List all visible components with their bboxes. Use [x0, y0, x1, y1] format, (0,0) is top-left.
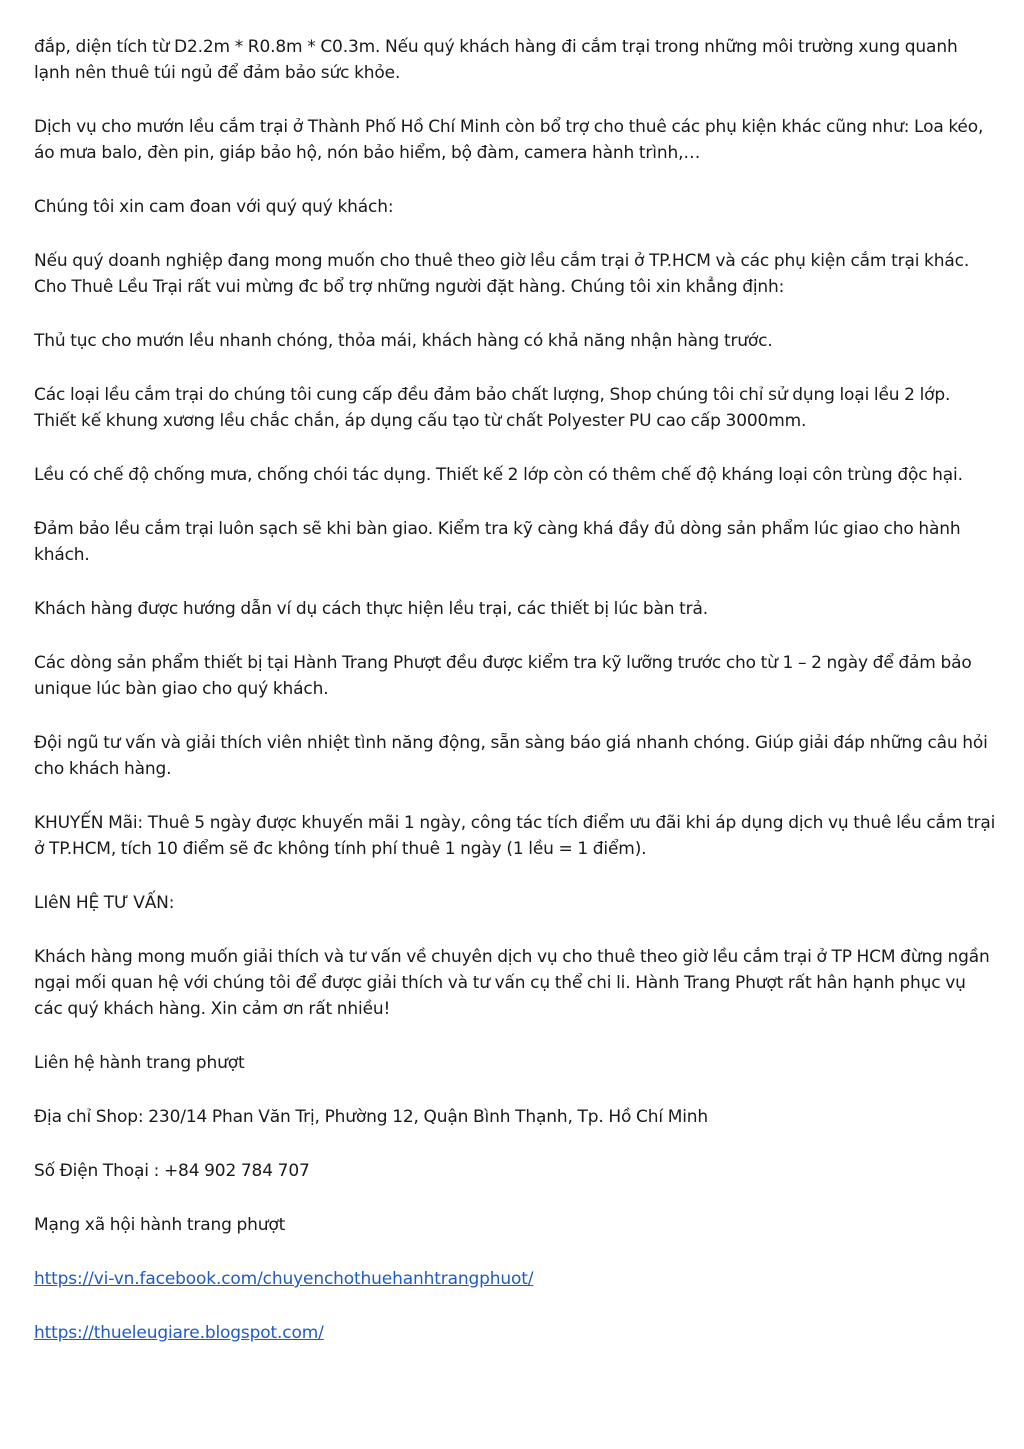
paragraph-procedure: Thủ tục cho mướn lều nhanh chóng, thỏa mái, khách hàng có khả năng nhận hàng trước.: [34, 331, 773, 351]
facebook-link[interactable]: https://vi-vn.facebook.com/chuyenchothuehanhtrangphuot/: [34, 1269, 534, 1289]
document-page: [34, 34, 996, 1374]
paragraph-accessories: Dịch vụ cho mướn lều cắm trại ở Thành Phố Hồ Chí Minh còn bổ trợ cho thuê các phụ kiện khác cũng như: Loa kéo, áo mưa balo, đèn pin, giáp bảo hộ, nón bảo hiểm, bộ đàm, camera hành trình,…: [34, 117, 984, 163]
paragraph-business-rental: Nếu quý doanh nghiệp đang mong muốn cho thuê theo giờ lều cắm trại ở TP.HCM và các phụ kiện cắm trại khác. Cho Thuê Lều Trại rất vui mừng đc bổ trợ những người đặt hàng. Chúng tôi xin khẳng định:: [34, 251, 970, 297]
paragraph-contact-invite: Khách hàng mong muốn giải thích và tư vấn về chuyên dịch vụ cho thuê theo giờ lều cắm trại ở TP HCM đừng ngần ngại mối quan hệ với chúng tôi để được giải thích và tư vấn cụ thể chi li. Hành Trang Phượt rất hân hạnh phục vụ các quý khách hàng. Xin cảm ơn rất nhiều!: [34, 947, 990, 1019]
paragraph-commitment-intro: Chúng tôi xin cam đoan với quý quý khách:: [34, 197, 394, 217]
paragraph-inspection: Các dòng sản phẩm thiết bị tại Hành Trang Phượt đều được kiểm tra kỹ lưỡng trước cho từ 1 – 2 ngày để đảm bảo unique lúc bàn giao cho quý khách.: [34, 653, 972, 699]
paragraph-tent-features: Lều có chế độ chống mưa, chống chói tác dụng. Thiết kế 2 lớp còn có thêm chế độ kháng loại côn trùng độc hại.: [34, 465, 963, 485]
paragraph-sleeping-bag: đắp, diện tích từ D2.2m * R0.8m * C0.3m. Nếu quý khách hàng đi cắm trại trong những môi trường xung quanh lạnh nên thuê túi ngủ để đảm bảo sức khỏe.: [34, 37, 958, 83]
paragraph-contact-heading: LIêN HỆ TƯ VẤN:: [34, 893, 175, 913]
paragraph-cleanliness: Đảm bảo lều cắm trại luôn sạch sẽ khi bàn giao. Kiểm tra kỹ càng khá đầy đủ dòng sản phẩm lúc giao cho hành khách.: [34, 519, 961, 565]
paragraph-phone: Số Điện Thoại : +84 902 784 707: [34, 1161, 310, 1181]
paragraph-instructions: Khách hàng được hướng dẫn ví dụ cách thực hiện lều trại, các thiết bị lúc bàn trả.: [34, 599, 708, 619]
paragraph-tent-quality: Các loại lều cắm trại do chúng tôi cung cấp đều đảm bảo chất lượng, Shop chúng tôi chỉ sử dụng loại lều 2 lớp. Thiết kế khung xương lều chắc chắn, áp dụng cấu tạo từ chất Polyester PU cao cấp 3000mm.: [34, 385, 951, 431]
paragraph-contact-label: Liên hệ hành trang phượt: [34, 1053, 245, 1073]
paragraph-consulting-team: Đội ngũ tư vấn và giải thích viên nhiệt tình năng động, sẵn sàng báo giá nhanh chóng. Giúp giải đáp những câu hỏi cho khách hàng.: [34, 733, 988, 779]
blogspot-link[interactable]: https://thueleugiare.blogspot.com/: [34, 1323, 324, 1343]
paragraph-promotion: KHUYẾN Mãi: Thuê 5 ngày được khuyến mãi 1 ngày, công tác tích điểm ưu đãi khi áp dụng dịch vụ thuê lều cắm trại ở TP.HCM, tích 10 điểm sẽ đc không tính phí thuê 1 ngày (1 lều = 1 điểm).: [34, 813, 996, 859]
paragraph-social-label: Mạng xã hội hành trang phượt: [34, 1215, 286, 1235]
paragraph-address: Địa chỉ Shop: 230/14 Phan Văn Trị, Phường 12, Quận Bình Thạnh, Tp. Hồ Chí Minh: [34, 1107, 709, 1127]
